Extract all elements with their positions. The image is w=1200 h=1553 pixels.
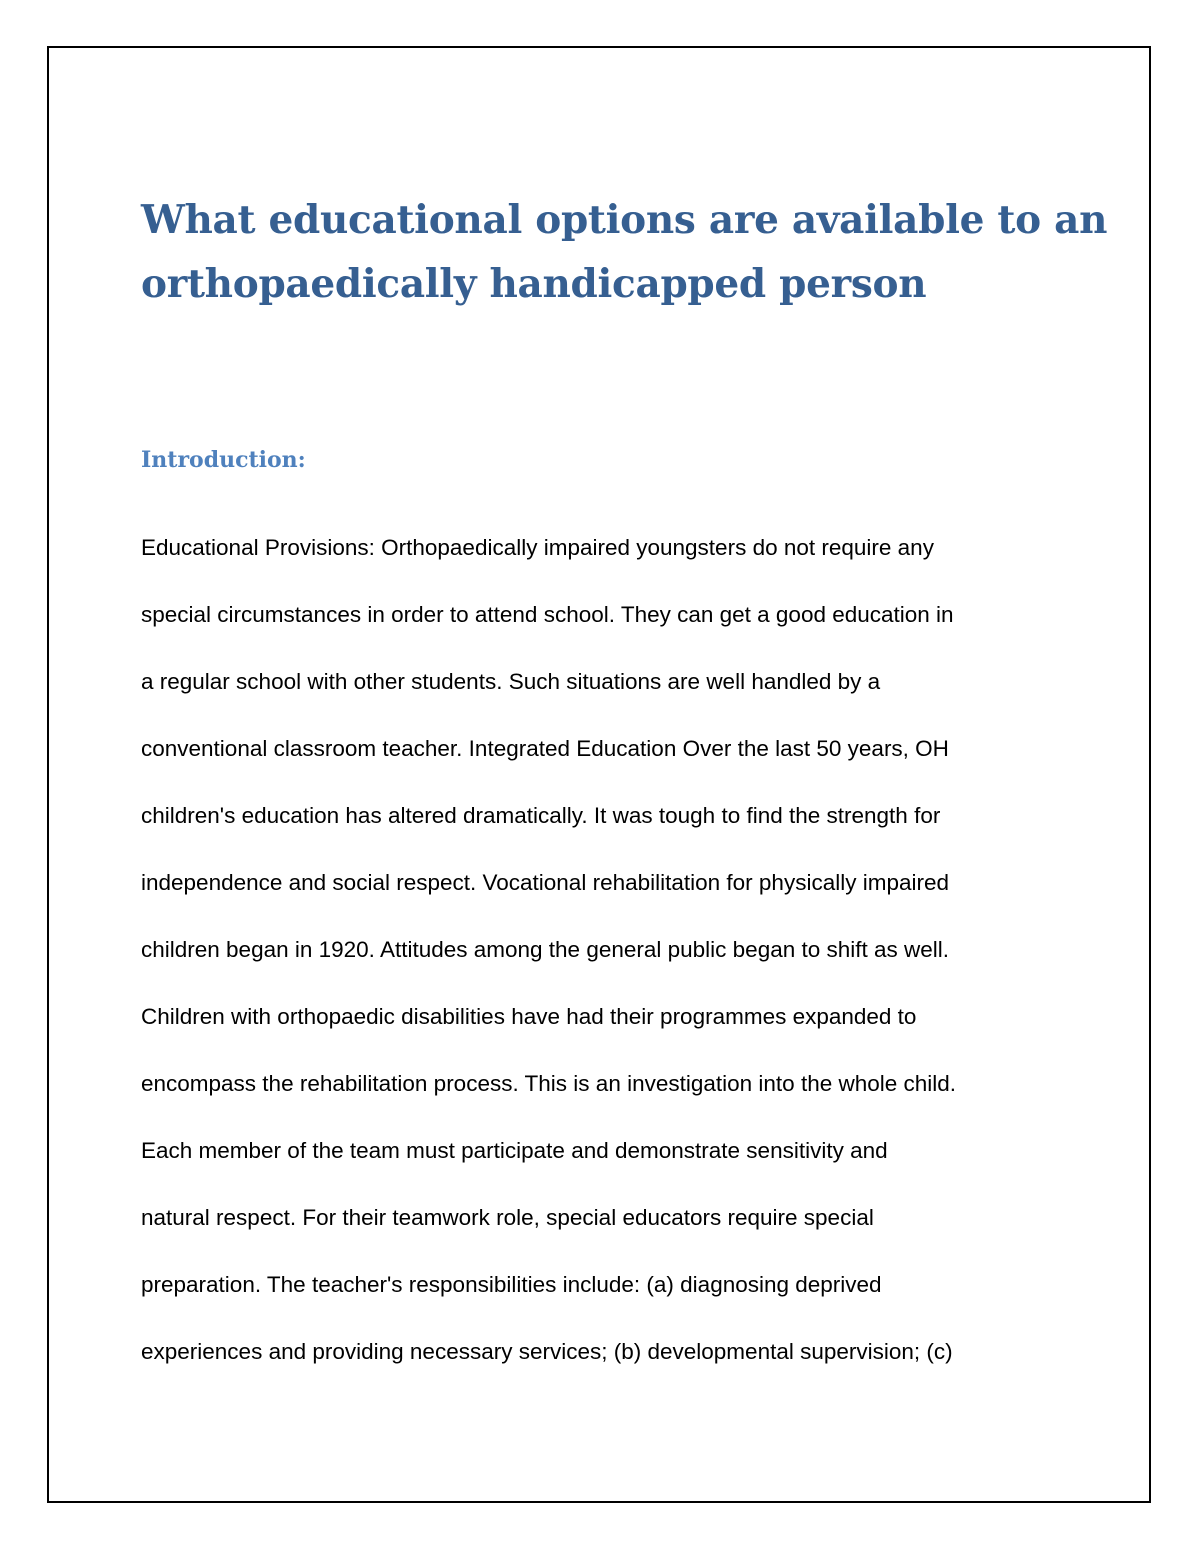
document-title: What educational options are available to an orthopaedically handicapped person (141, 197, 1108, 307)
body-line: Children with orthopaedic disabilities have had their programmes expanded to (141, 1004, 917, 1029)
body-line: experiences and providing necessary services; (b) developmental supervision; (c) (141, 1339, 953, 1364)
body-line: independence and social respect. Vocational rehabilitation for physically impaired (141, 870, 949, 895)
body-line: conventional classroom teacher. Integrated Education Over the last 50 years, OH (141, 736, 949, 761)
body-line: a regular school with other students. Such situations are well handled by a (141, 669, 881, 694)
body-line: special circumstances in order to attend school. They can get a good education in (141, 602, 954, 627)
body-line: Each member of the team must participate and demonstrate sensitivity and (141, 1138, 888, 1163)
body-line: children began in 1920. Attitudes among the general public began to shift as well. (141, 937, 950, 962)
body-line: natural respect. For their teamwork role, special educators require special (141, 1205, 874, 1230)
section-heading-introduction: Introduction: (141, 447, 306, 473)
body-line: encompass the rehabilitation process. This is an investigation into the whole child. (141, 1071, 957, 1096)
body-line: preparation. The teacher's responsibilities include: (a) diagnosing deprived (141, 1272, 882, 1297)
body-line: Educational Provisions: Orthopaedically impaired youngsters do not require any (141, 535, 934, 560)
body-line: children's education has altered dramatically. It was tough to find the strength for (141, 803, 941, 828)
